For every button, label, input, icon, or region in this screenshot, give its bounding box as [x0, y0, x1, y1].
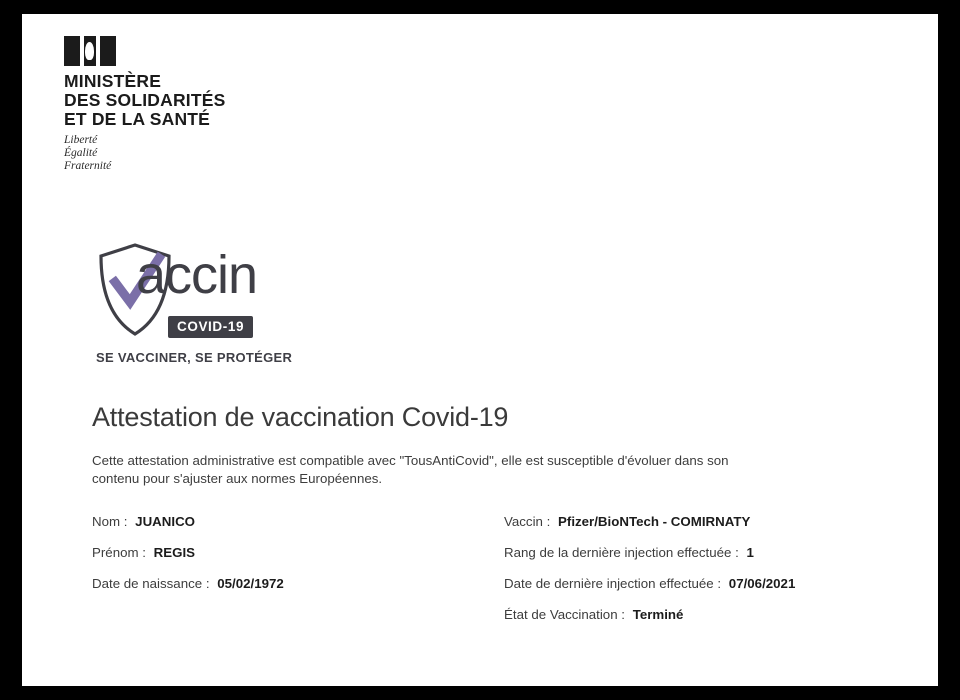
ministry-name-line-3: ET DE LA SANTÉ	[64, 109, 211, 129]
document-intro-text: Cette attestation administrative est compatible avec "TousAntiCovid", elle est susceptible d'évoluer dans son contenu pour s'ajuster aux normes Européennes.	[92, 453, 729, 486]
field-nom	[92, 514, 432, 529]
covid-19-badge: COVID-19	[168, 316, 253, 338]
page-title: Attestation de vaccination Covid-19	[92, 402, 509, 432]
field-nom-label: Nom :	[92, 514, 128, 529]
republic-motto	[64, 134, 304, 173]
field-prenom-label: Prénom :	[92, 545, 146, 560]
field-date-injection-label: Date de dernière injection effectuée :	[504, 576, 722, 591]
marianne-logo-icon	[64, 36, 116, 66]
field-date-injection-value: 07/06/2021	[728, 576, 796, 591]
field-vaccin-label: Vaccin :	[504, 514, 551, 529]
field-date-naissance-value: 05/02/1972	[217, 576, 284, 591]
field-date-naissance	[92, 576, 432, 591]
field-vaccin-value: Pfizer/BioNTech - COMIRNATY	[558, 514, 751, 529]
motto-line-2: Égalité	[64, 147, 98, 159]
field-etat-vaccination-value: Terminé	[632, 607, 684, 622]
document-page	[22, 14, 938, 686]
vaccin-wordmark: accin	[136, 245, 258, 305]
fields-column-left	[92, 514, 432, 607]
field-rang-injection	[504, 545, 884, 560]
field-nom-value: JUANICO	[135, 514, 196, 529]
ministry-name-line-2: DES SOLIDARITÉS	[64, 90, 226, 110]
motto-line-1: Liberté	[64, 134, 98, 146]
ministry-name	[64, 72, 304, 129]
field-prenom-value: REGIS	[153, 545, 196, 560]
field-prenom	[92, 545, 432, 560]
motto-line-3: Fraternité	[64, 160, 112, 172]
field-rang-injection-label: Rang de la dernière injection effectuée :	[504, 545, 739, 560]
field-etat-vaccination	[504, 607, 884, 622]
logo-tagline: SE VACCINER, SE PROTÉGER	[96, 350, 293, 365]
ministry-header	[44, 36, 304, 173]
field-etat-vaccination-label: État de Vaccination :	[504, 607, 625, 622]
field-vaccin	[504, 514, 884, 529]
vaccin-covid-logo	[96, 242, 336, 382]
ministry-name-line-1: MINISTÈRE	[64, 71, 162, 91]
field-rang-injection-value: 1	[746, 545, 754, 560]
field-date-naissance-label: Date de naissance :	[92, 576, 210, 591]
fields-column-right	[504, 514, 884, 638]
field-date-injection	[504, 576, 884, 591]
